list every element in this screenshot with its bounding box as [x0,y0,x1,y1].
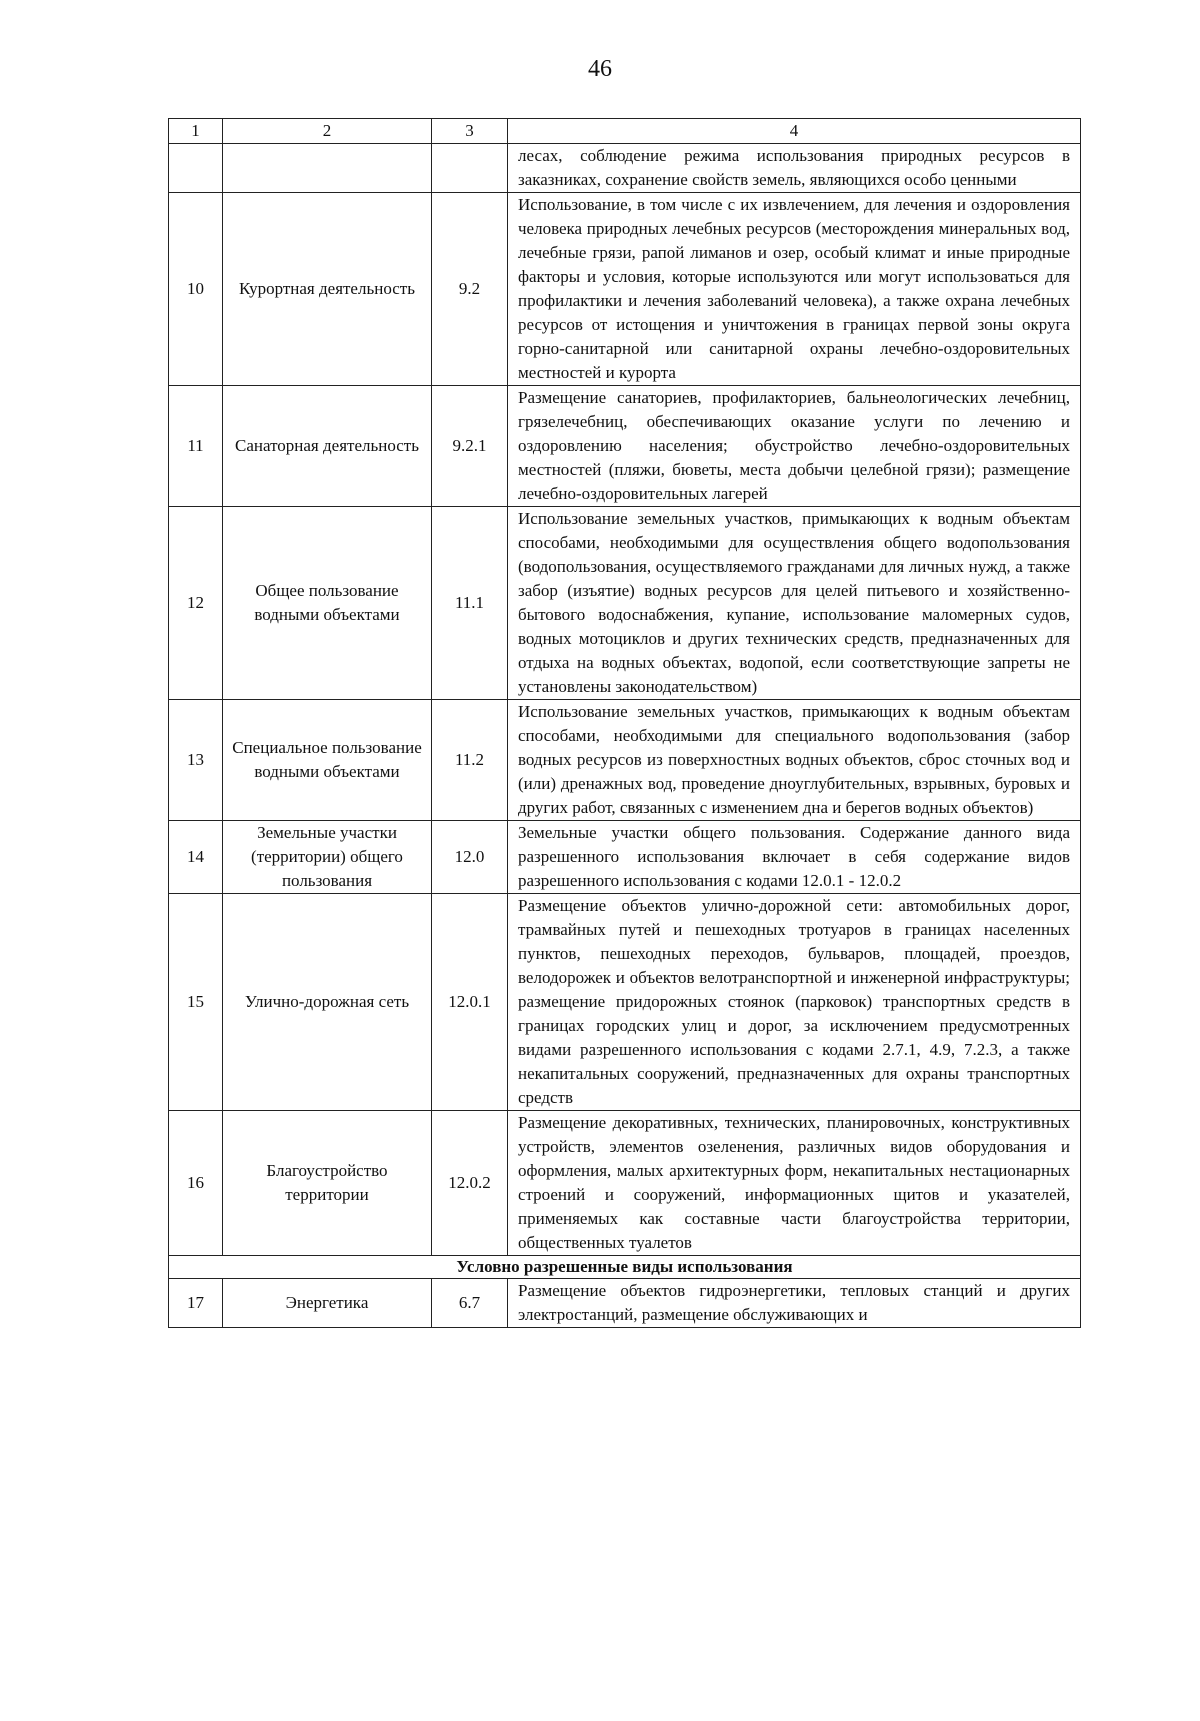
header-row [169,119,1081,144]
table-row [169,144,1081,193]
header-col-1: 1 [169,119,223,144]
use-code: 11.2 [432,700,508,821]
row-number: 10 [169,193,223,386]
row-number: 12 [169,507,223,700]
use-code: 6.7 [432,1279,508,1328]
use-code: 9.2 [432,193,508,386]
use-code: 11.1 [432,507,508,700]
table-row [169,193,1081,386]
use-description: Земельные участки общего пользования. Содержание данного вида разрешенного использования включает в себя содержание видов разрешенного использования с кодами 12.0.1 - 12.0.2 [508,821,1081,894]
row-number: 11 [169,386,223,507]
table-row [169,700,1081,821]
use-description: Использование земельных участков, примыкающих к водным объектам способами, необходимыми для специального водопользования (забор водных ресурсов из поверхностных водных объектов, сброс сточных вод и (или) дренажных вод, проведение дноуглубительных, взрывных, буровых и других работ, связанных с изменением дна и берегов водных объектов) [508,700,1081,821]
table-row [169,1111,1081,1256]
table-row [169,386,1081,507]
row-number: 17 [169,1279,223,1328]
table-row [169,894,1081,1111]
use-code: 12.0.2 [432,1111,508,1256]
section-row [169,1256,1081,1279]
use-code: 9.2.1 [432,386,508,507]
use-description: Размещение объектов гидроэнергетики, тепловых станций и других электростанций, размещение обслуживающих и [508,1279,1081,1328]
use-description: Использование, в том числе с их извлечением, для лечения и оздоровления человека природных лечебных ресурсов (месторождения минеральных вод, лечебные грязи, рапой лиманов и озер, особый климат и иные природные факторы и условия, которые используются или могут использоваться для профилактики и лечения заболеваний человека), а также охрана лечебных ресурсов от истощения и уничтожения в границах первой зоны округа горно-санитарной или санитарной охраны лечебно-оздоровительных местностей и курорта [508,193,1081,386]
use-description: Использование земельных участков, примыкающих к водным объектам способами, необходимыми для осуществления общего водопользования (водопользования, осуществляемого гражданами для личных нужд, а также забор (изъятие) водных ресурсов для целей питьевого и хозяйственно-бытового водоснабжения, купание, использование маломерных судов, водных мотоциклов и других технических средств, предназначенных для отдыха на водных объектах, водопой, если соответствующие запреты не установлены законодательством) [508,507,1081,700]
land-use-table [168,118,1080,1328]
table-row [169,821,1081,894]
page-number: 46 [588,56,612,82]
row-number: 13 [169,700,223,821]
use-description: лесах, соблюдение режима использования природных ресурсов в заказниках, сохранение свойств земель, являющихся особо ценными [508,144,1081,193]
use-code: 12.0.1 [432,894,508,1111]
use-code: 12.0 [432,821,508,894]
header-col-2: 2 [223,119,432,144]
header-col-4: 4 [508,119,1081,144]
table-row [169,1279,1081,1328]
use-description: Размещение санаториев, профилакториев, бальнеологических лечебниц, грязелечебниц, обеспечивающих оказание услуги по лечению и оздоровлению населения; обустройство лечебно-оздоровительных местностей (пляжи, бюветы, места добычи целебной грязи); размещение лечебно-оздоровительных лагерей [508,386,1081,507]
use-name [223,144,432,193]
row-number: 14 [169,821,223,894]
use-description: Размещение декоративных, технических, планировочных, конструктивных устройств, элементов озеленения, различных видов оборудования и оформления, малых архитектурных форм, некапитальных нестационарных строений и сооружений, информационных щитов и указателей, применяемых как составные части благоустройства территории, общественных туалетов [508,1111,1081,1256]
data-table [168,118,1081,1328]
use-name: Общее пользование водными объектами [223,507,432,700]
row-number: 15 [169,894,223,1111]
use-name: Благоустройство территории [223,1111,432,1256]
use-name: Земельные участки (территории) общего пользования [223,821,432,894]
use-name: Специальное пользование водными объектами [223,700,432,821]
use-name: Курортная деятельность [223,193,432,386]
header-col-3: 3 [432,119,508,144]
row-number [169,144,223,193]
use-name: Улично-дорожная сеть [223,894,432,1111]
use-name: Энергетика [223,1279,432,1328]
use-name: Санаторная деятельность [223,386,432,507]
use-description: Размещение объектов улично-дорожной сети: автомобильных дорог, трамвайных путей и пешеходных тротуаров в границах населенных пунктов, пешеходных переходов, бульваров, площадей, проездов, велодорожек и объектов велотранспортной и инженерной инфраструктуры; размещение придорожных стоянок (парковок) транспортных средств в границах городских улиц и дорог, за исключением предусмотренных видами разрешенного использования с кодами 2.7.1, 4.9, 7.2.3, а также некапитальных сооружений, предназначенных для охраны транспортных средств [508,894,1081,1111]
table-row [169,507,1081,700]
row-number: 16 [169,1111,223,1256]
section-title: Условно разрешенные виды использования [169,1256,1081,1279]
use-code [432,144,508,193]
